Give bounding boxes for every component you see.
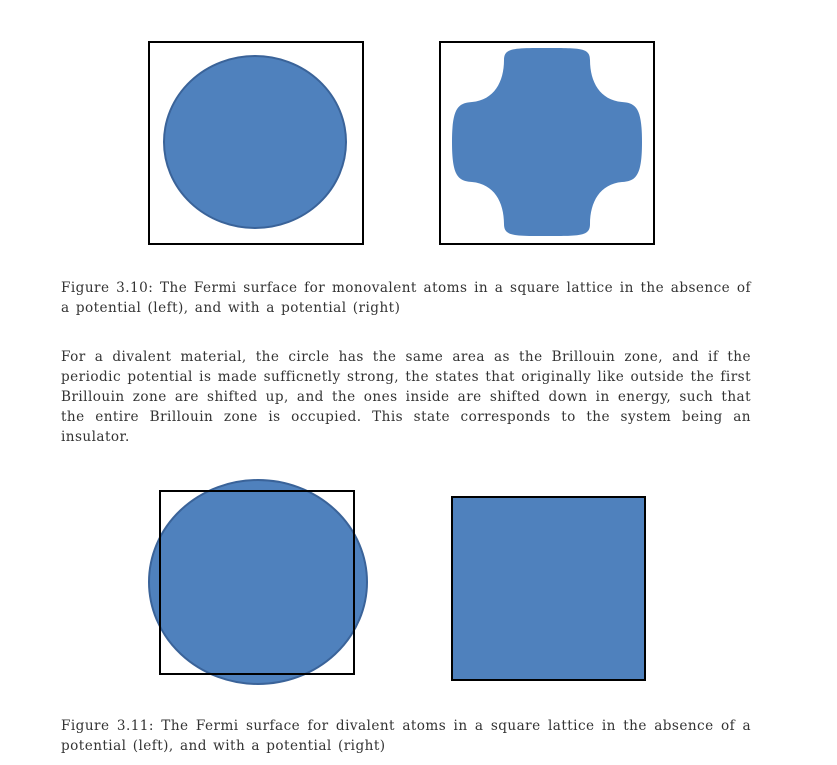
filled-brillouin-zone (452, 497, 645, 680)
figure-3-11-right-panel (452, 497, 645, 680)
fermi-circle (149, 480, 367, 684)
figure-3-11-left-panel (149, 480, 367, 684)
figure-3-10-caption: Figure 3.10: The Fermi surface for monovalent atoms in a square lattice in the absence of a potential (left), and with a potential (right) (61, 280, 751, 316)
figure-3-11-caption: Figure 3.11: The Fermi surface for divalent atoms in a square lattice in the absence of a potential (left), and with a potential (right) (61, 718, 751, 754)
body-paragraph: For a divalent material, the circle has the same area as the Brillouin zone, and if the periodic potential is made sufficnetly strong, the states that originally like outside the first Brillouin zone are shifted up, and the ones inside are shifted down in energy, such that the entire Brillouin zone is occupied. This state corresponds to the system being an insulator. (61, 349, 751, 445)
